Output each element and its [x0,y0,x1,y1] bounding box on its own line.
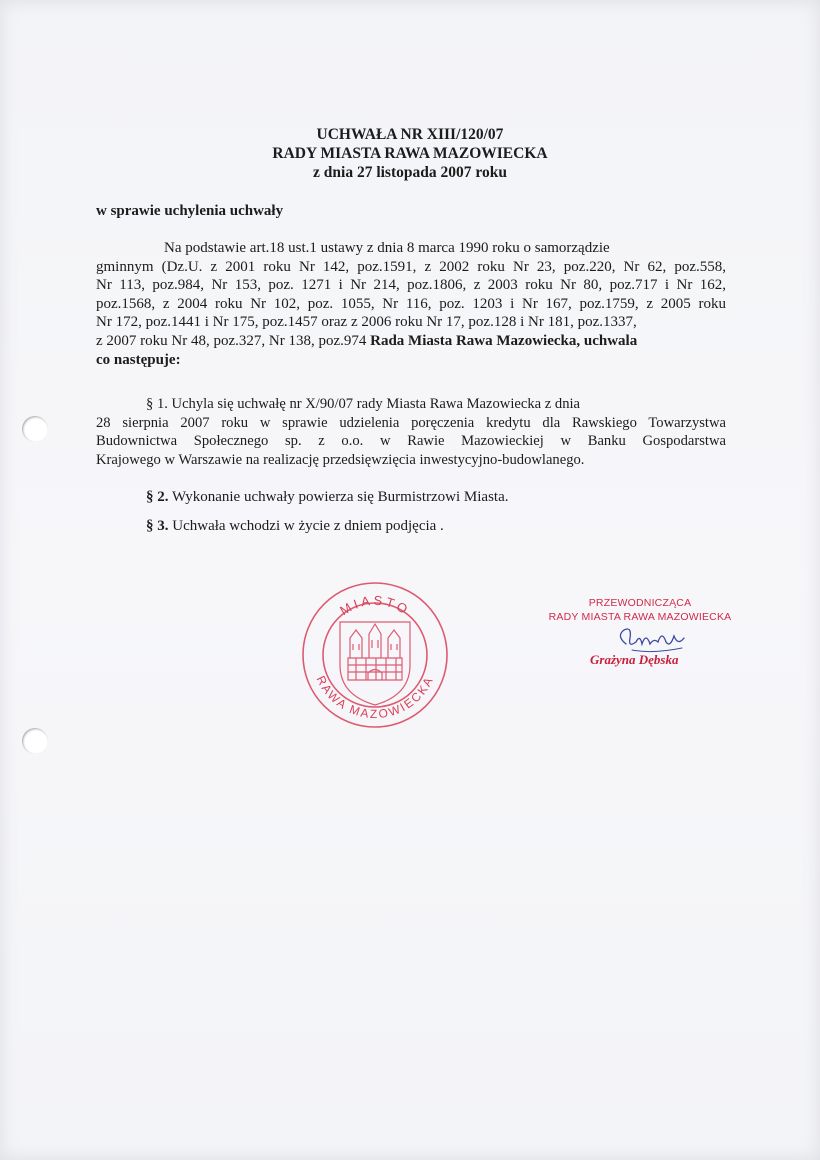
coat-of-arms-icon [340,622,410,705]
preamble-line: poz.1568, z 2004 roku Nr 102, poz. 1055, Nr 116, poz. 1203 i Nr 167, poz.1759, z 2005 roku [96,295,726,312]
preamble [96,239,726,369]
section-1-line: Budownictwa Społecznego sp. z o.o. w Rawie Mazowieckiej w Banku Gospodarstwa [96,433,726,450]
resolution-number: UCHWAŁA NR XIII/120/07 [316,126,504,143]
preamble-closing-text: co następuje: [96,351,181,368]
resolution-date: z dnia 27 listopada 2007 roku [313,164,507,181]
section-1-mark: § 1. [146,396,168,412]
punch-hole-top [22,416,48,442]
punch-hole-bottom [22,728,48,754]
signatory-name: Grażyna Dębska [590,652,679,667]
seal-bottom-text: RAWA MAZOWIECKA [313,673,437,722]
preamble-enacting-clause: Rada Miasta Rawa Mazowiecka, uchwala [370,332,638,349]
svg-text:RAWA MAZOWIECKA [314,673,437,721]
signatory-title-1: PRZEWODNICZĄCA [588,597,692,609]
section-3-text: Uchwała wchodzi w życie z dniem podjęcia . [168,518,444,534]
council-name: RADY MIASTA RAWA MAZOWIECKA [272,145,548,162]
resolution-subject: w sprawie uchylenia uchwały [96,203,284,219]
section-1-last-line: Krajowego w Warszawie na realizację przedsięwzięcia inwestycyjno-budowlanego. [96,451,585,468]
section-1-first-line [96,395,726,414]
preamble-line: gminnym (Dz.U. z 2001 roku Nr 142, poz.1591, z 2002 roku Nr 23, poz.220, Nr 62, poz.558, [96,258,726,275]
preamble-line: Na podstawie art.18 ust.1 ustawy z dnia 8 marca 1990 roku o samorządzie [164,240,610,256]
signatory-title-2: RADY MIASTA RAWA MAZOWIECKA [548,611,732,623]
section-2-mark: § 2. [146,489,169,505]
preamble-last-line [96,332,726,351]
preamble-closing [96,351,726,370]
section-3 [146,518,444,535]
city-seal-stamp [300,580,450,730]
section-2-text: Wykonanie uchwały powierza się Burmistrzowi Miasta. [168,489,509,505]
section-1-line: 28 sierpnia 2007 roku w sprawie udzielenia poręczenia kredytu dla Rawskiego Towarzystwa [96,414,726,431]
document-header [0,125,820,182]
preamble-line: Nr 113, poz.984, Nr 153, poz. 1271 i Nr 214, poz.1806, z 2003 roku Nr 80, poz.717 i Nr 162, [96,277,726,294]
preamble-last-plain: z 2007 roku Nr 48, poz.327, Nr 138, poz.974 [96,332,371,349]
preamble-line: Nr 172, poz.1441 i Nr 175, poz.1457 oraz z 2006 roku Nr 17, poz.128 i Nr 181, poz.1337, [96,314,637,331]
seal-top-text: MIASTO [337,592,413,619]
section-3-mark: § 3. [146,518,169,534]
section-2 [146,489,508,506]
svg-text:MIASTO [337,593,413,619]
signature-block [540,596,740,624]
section-1 [96,395,726,469]
section-1-first-text: Uchyla się uchwałę nr X/90/07 rady Miasta Rawa Mazowiecka z dnia [167,396,581,412]
